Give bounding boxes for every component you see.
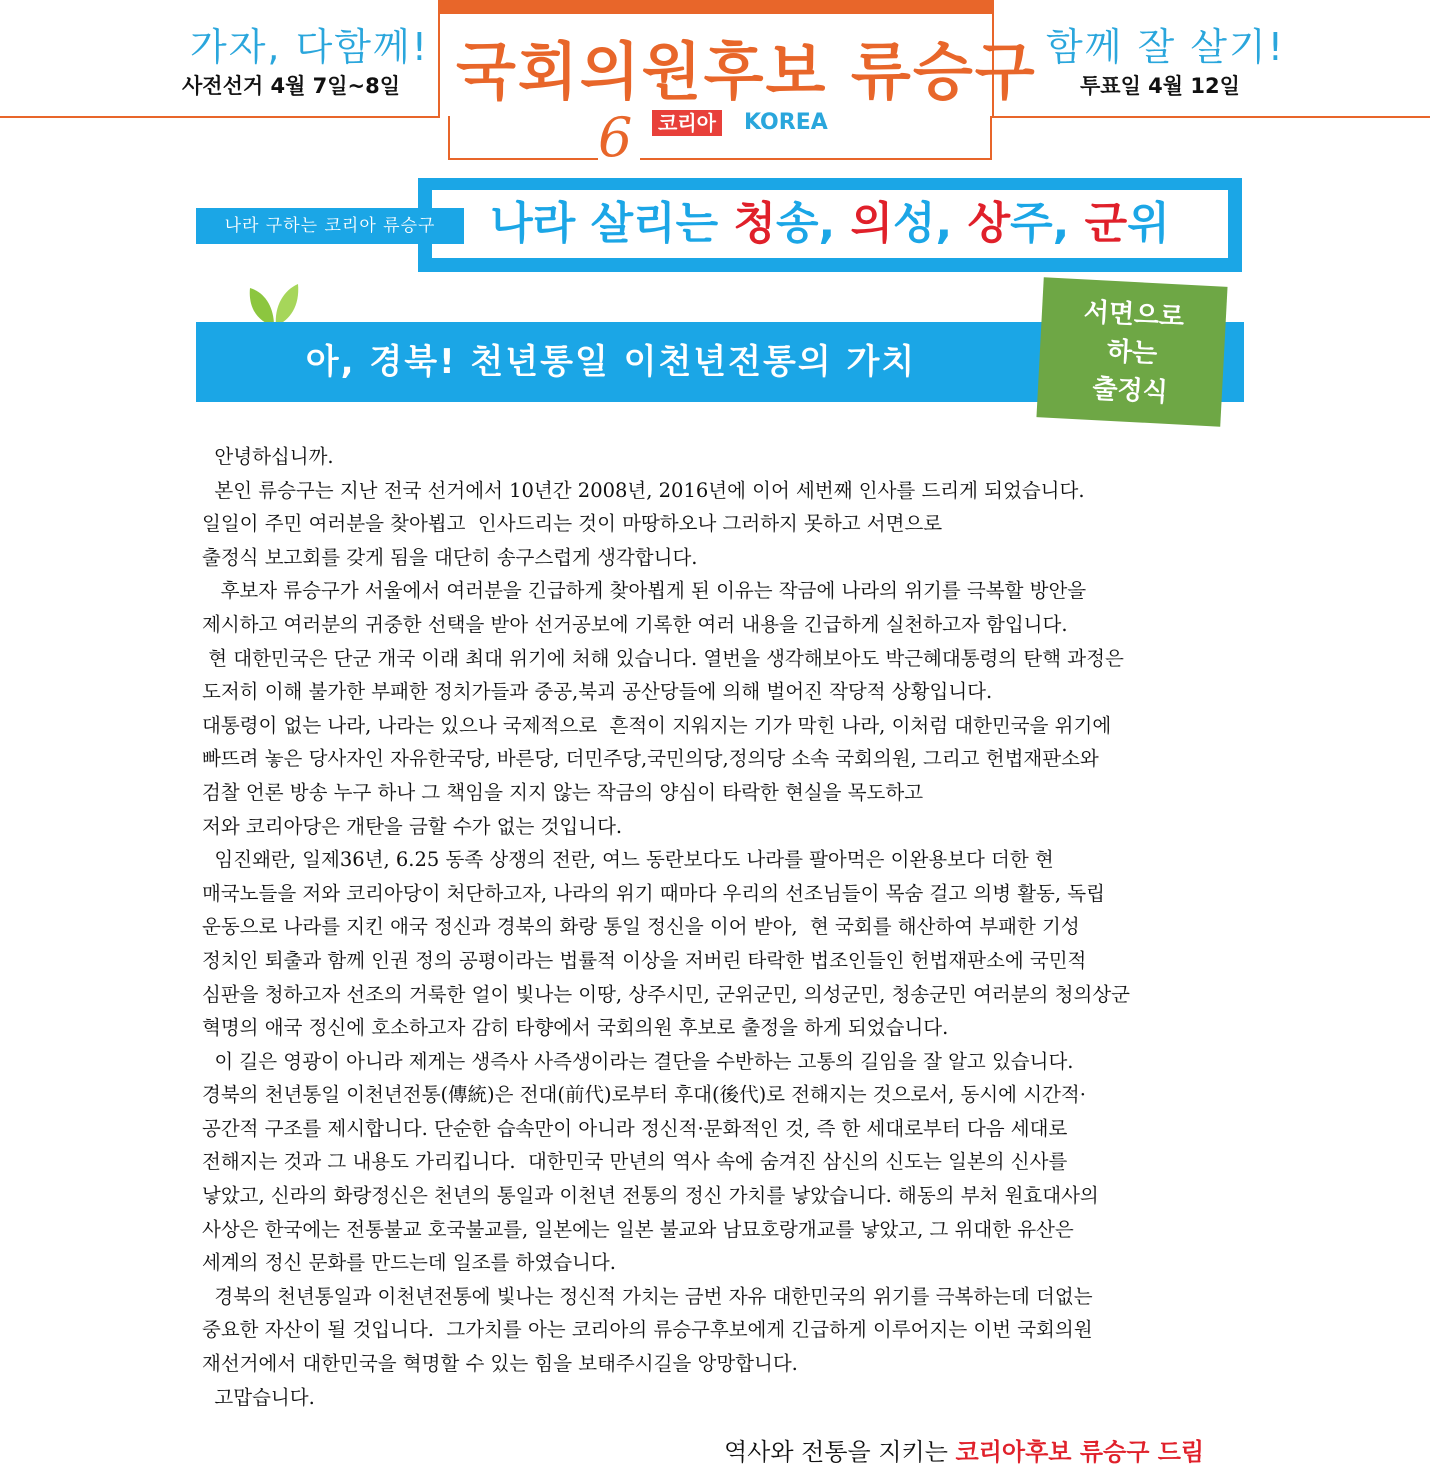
signoff [724, 1432, 1204, 1467]
badge-line: 하는 [1106, 336, 1158, 370]
party-badge: 코리아 [652, 110, 722, 136]
letter-line: 저와 코리아당은 개탄을 금할 수가 없는 것입니다. [202, 814, 623, 838]
place-cheongsong-rest: 송 [775, 198, 819, 249]
early-vote-date: 사전선거 4월 7일~8일 [182, 74, 401, 98]
candidate-number: 6 [598, 106, 633, 169]
letter-line: 운동으로 나라를 지킨 애국 정신과 경북의 화랑 통일 정신을 이어 받아, 현 국회를 해산하여 부패한 기성 [202, 915, 1080, 939]
header-frame-left-drop [448, 116, 450, 160]
badge-line: 서면으로 [1083, 297, 1185, 333]
letter-line: 제시하고 여러분의 귀중한 선택을 받아 선거공보에 기록한 여러 내용을 긴급하게 실천하고자 함입니다. [202, 612, 1068, 636]
letter-line: 정치인 퇴출과 함께 인권 정의 공평이라는 법률적 이상을 저버린 타락한 법조인들인 헌법재판소에 국민적 [202, 948, 1087, 972]
letter-line: 혁명의 애국 정신에 호소하고자 감히 타향에서 국회의원 후보로 출정을 하게 되었습니다. [202, 1016, 949, 1040]
letter-line: 본인 류승구는 지난 전국 선거에서 10년간 2008년, 2016년에 이어 세번째 인사를 드리게 되었습니다. [202, 478, 1085, 502]
place-cheongsong-initial: 청 [733, 198, 776, 249]
letter-line: 매국노들을 저와 코리아당이 처단하고자, 나라의 위기 때마다 우리의 선조님들이 목숨 걸고 의병 활동, 독립 [202, 881, 1105, 905]
place-gunwi-rest: 위 [1127, 198, 1170, 249]
slogan-tag: 나라 구하는 코리아 류승구 [196, 208, 464, 244]
letter-line: 재선거에서 대한민국을 혁명할 수 있는 힘을 보태주시길을 앙망합니다. [202, 1352, 798, 1376]
letter-line: 공간적 구조를 제시합니다. 단순한 습속만이 아니라 정신적·문화적인 것, 즉 한 세대로부터 다음 세대로 [202, 1116, 1068, 1140]
letter-line: 안녕하십니까. [202, 445, 334, 468]
place-sangju-initial: 상 [967, 198, 1011, 249]
ceremony-badge-text [1037, 291, 1227, 414]
letter-line: 일일이 주민 여러분을 찾아뵙고 인사드리는 것이 마땅하오나 그러하지 못하고 서면으로 [202, 512, 943, 536]
letter-line: 도저히 이해 불가한 부패한 정치가들과 중공,북괴 공산당들에 의해 벌어진 작당적 상황입니다. [202, 680, 993, 704]
slogan-sep: , [818, 198, 851, 249]
letter-line: 빠뜨려 놓은 당사자인 자유한국당, 바른당, 더민주당,국민의당,정의당 소속 국회의원, 그리고 헌법재판소와 [202, 747, 1099, 771]
slogan-left: 가자, 다함께! [190, 25, 429, 69]
banner-title: 아, 경북! 천년통일 이천년전통의 가치 [305, 342, 917, 382]
leaf-icon [244, 278, 304, 328]
candidate-title: 국회의원후보 류승구 [456, 35, 1037, 108]
signoff-name: 코리아후보 류승구 드림 [955, 1438, 1205, 1466]
slogan-sep: , [935, 198, 968, 249]
badge-line: 출정식 [1091, 373, 1169, 408]
letter-line: 경북의 천년통일 이천년전통(傳統)은 전대(前代)로부터 후대(後代)로 전해지는 것으로서, 동시에 시간적· [202, 1083, 1086, 1107]
slogan-sep: , [1052, 198, 1085, 249]
header-frame-bottom-right [640, 158, 992, 160]
header-rule-right [992, 116, 1430, 118]
letter-line: 낳았고, 신라의 화랑정신은 천년의 통일과 이천년 전통의 정신 가치를 낳았습니다. 해동의 부처 원효대사의 [202, 1184, 1099, 1208]
header-rule-left [0, 116, 440, 118]
election-day-date: 투표일 4월 12일 [1080, 74, 1240, 98]
letter-line: 출정식 보고회를 갖게 됨을 대단히 송구스럽게 생각합니다. [202, 545, 698, 569]
place-uiseong-rest: 성 [893, 198, 936, 249]
header-rule-left-vertical [438, 0, 440, 118]
letter-line: 고맙습니다. [202, 1385, 315, 1409]
place-uiseong-initial: 의 [850, 198, 894, 249]
letter-line: 임진왜란, 일제36년, 6.25 동족 상쟁의 전란, 여느 동란보다도 나라를 팔아먹은 이완용보다 더한 현 [202, 848, 1054, 872]
letter-line: 심판을 청하고자 선조의 거룩한 얼이 빛나는 이땅, 상주시민, 군위군민, 의성군민, 청송군민 여러분의 청의상군 [202, 982, 1131, 1006]
region-slogan [432, 190, 1228, 258]
letter-line: 검찰 언론 방송 누구 하나 그 책임을 지지 않는 작금의 양심이 타락한 현실을 목도하고 [202, 780, 924, 804]
header-accent-bar [438, 0, 994, 14]
letter-line: 이 길은 영광이 아니라 제게는 생즉사 사즉생이라는 결단을 수반하는 고통의 길임을 잘 알고 있습니다. [202, 1049, 1074, 1073]
letter-line: 대통령이 없는 나라, 나라는 있으나 국제적으로 흔적이 지워지는 기가 막힌 나라, 이처럼 대한민국을 위기에 [202, 713, 1112, 737]
letter-line: 세계의 정신 문화를 만드는데 일조를 하였습니다. [202, 1251, 616, 1275]
slogan-right: 함께 잘 살기! [1046, 25, 1285, 69]
letter-line: 중요한 자산이 될 것입니다. 그가치를 아는 코리아의 류승구후보에게 긴급하게 이루어지는 이번 국회의원 [202, 1318, 1093, 1342]
letter-line: 전해지는 것과 그 내용도 가리킵니다. 대한민국 만년의 역사 속에 숨겨진 삼신의 신도는 일본의 신사를 [202, 1150, 1068, 1174]
slogan-prefix: 나라 살리는 [490, 198, 734, 249]
party-name-en: KOREA [744, 110, 828, 135]
letter-line: 현 대한민국은 단군 개국 이래 최대 위기에 처해 있습니다. 열번을 생각해보아도 박근혜대통령의 탄핵 과정은 [202, 646, 1124, 670]
place-gunwi-initial: 군 [1084, 198, 1128, 249]
letter-body [202, 440, 1242, 1414]
letter-line: 경북의 천년통일과 이천년전통에 빛나는 정신적 가치는 금번 자유 대한민국의 위기를 극복하는데 더없는 [202, 1284, 1093, 1308]
letter-line: 후보자 류승구가 서울에서 여러분을 긴급하게 찾아뵙게 된 이유는 작금에 나라의 위기를 극복할 방안을 [202, 579, 1087, 603]
header-frame-bottom-left [448, 158, 598, 160]
signoff-prefix: 역사와 전통을 지키는 [724, 1438, 956, 1466]
place-sangju-rest: 주 [1010, 198, 1053, 249]
header-frame-right-drop [990, 116, 992, 160]
letter-line: 사상은 한국에는 전통불교 호국불교를, 일본에는 일본 불교와 남묘호랑개교를 낳았고, 그 위대한 유산은 [202, 1217, 1074, 1241]
